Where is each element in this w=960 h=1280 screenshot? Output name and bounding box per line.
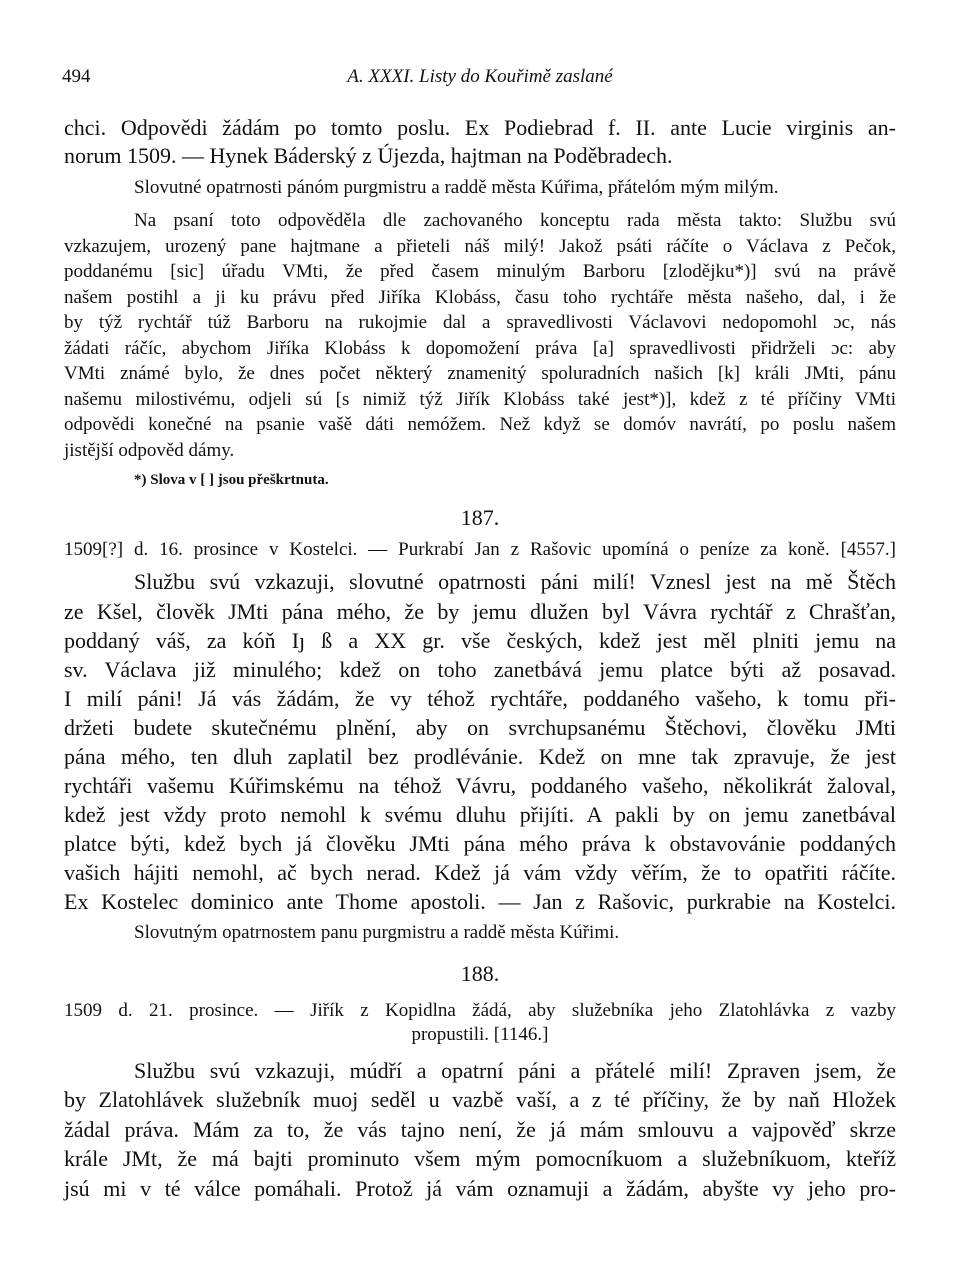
letter-number: 187. <box>460 505 500 530</box>
reply-line: vzkazujem, urozený pane hajtmane a přieteli náš milý! Jakož psáti ráčíte o Václava z Pečok, <box>64 236 896 257</box>
reply-line: jistější odpověd dámy. <box>64 440 235 461</box>
letter-body-line: by Zlatohlávek služebník muoj seděl u vazbě vaší, a z té příčiny, že by naň Hložek <box>64 1087 896 1112</box>
letter-body-line: Službu svú vzkazuji, múdří a opatrní páni a přátelé milí! Zpraven jsem, že <box>134 1058 896 1083</box>
letter-regest: 1509 d. 21. prosince. — Jiřík z Kopidlna žádá, aby služebníka jeho Zlatohlávka z vazby <box>64 1000 896 1021</box>
letter-body-line: rychtáři vašemu Kúřimskému na téhož Vávru, poddaného vašeho, několikrát žaloval, <box>64 773 896 798</box>
letter-regest: 1509[?] d. 16. prosince v Kostelci. — Purkrabí Jan z Rašovic upomíná o peníze za koně. [4557.] <box>64 539 896 560</box>
running-title: A. XXXI. Listy do Kouřimě zaslané <box>347 66 613 87</box>
reply-line: žádati ráčíc, abychom Jiříka Klobáss k dopomožení práva [a] spravedlivosti přidrželi ɔc: aby <box>64 338 896 359</box>
letter-body-line: platce býti, kdež bych já člověku JMti pána mého práva k obstavovánie poddaných <box>64 831 896 856</box>
letter-body-line: držeti budete skutečnému plnění, aby on svrchupsanému Štěchovi, člověku JMti <box>64 715 896 740</box>
prev-letter-address: Slovutné opatrnosti pánóm purgmistru a raddě města Kúřima, přátelóm mým milým. <box>134 177 779 198</box>
letter-body-line: vašich hájiti nemohl, ač bych nerad. Kdež já vám vždy věřím, že to opatřiti ráčíte. <box>64 860 896 885</box>
footnote: *) Slova v [ ] jsou přeškrtnuta. <box>134 472 329 488</box>
letter-body-line: I milí páni! Já vás žádám, že vy téhož rychtáře, poddaného vašeho, k tomu při- <box>64 686 896 711</box>
reply-line: by týž rychtář túž Barboru na rukojmie dal a spravedlivosti Václavovi nedopomohl ɔc, nás <box>64 312 896 333</box>
letter-body-line: Ex Kostelec dominico ante Thome apostoli. — Jan z Rašovic, purkrabie na Kostelci. <box>64 889 896 914</box>
letter-body-line: jsú mi v té válce pomáhali. Protož já vám oznamuji a žádám, abyšte vy jeho pro- <box>64 1176 896 1201</box>
page-number: 494 <box>62 66 91 87</box>
letter-body-line: ze Kšel, člověk JMti pána mého, že by jemu dlužen byl Vávra rychtář z Chrašťan, <box>64 599 896 624</box>
reply-line: našemu milostivému, odjeli sú [s nimiž týž Jiřík Klobáss také jest*)], kdež z té příčiny VMti <box>64 389 896 410</box>
reply-line: VMti známé bylo, že dnes počet některý znamenitý spoluradních našich [k] králi JMti, pánu <box>64 363 896 384</box>
letter-body-line: žádal práva. Mám za to, že vás tajno není, že já mám smlouvu a vajpověď skrze <box>64 1117 896 1142</box>
reply-line: našem postihl a ji ku právu před Jiříka Klobáss, času toho rychtáře města našeho, dal, i že <box>64 287 896 308</box>
letter-body-line: Službu svú vzkazuji, slovutné opatrnosti páni milí! Vznesl jest na mě Štěch <box>134 569 896 594</box>
letter-body-line: krále JMt, že má bajti prominuto všem mým pomocníkuom a služebníkuom, kteříž <box>64 1146 896 1171</box>
letter-address: Slovutným opatrnostem panu purgmistru a raddě města Kúřimi. <box>134 922 620 943</box>
prev-letter-line: norum 1509. — Hynek Báderský z Újezda, hajtman na Poděbradech. <box>64 143 673 168</box>
letter-number: 188. <box>460 961 500 986</box>
reply-line: odpovědi konečné na psanie vašě dáti nemóžem. Než když se domóv navrátí, po poslu našem <box>64 414 896 435</box>
letter-body-line: poddaný váš, za kóň Iȷ ß a XX gr. vše českých, kdež jest měl plniti jemu na <box>64 628 896 653</box>
reply-line: poddanému [sic] úřadu VMti, že před časem minulým Barboru [zlodějku*)] svú na právě <box>64 261 896 282</box>
letter-body-line: sv. Václava již minulého; kdež on toho zanetbává jemu platce býti až posavad. <box>64 657 896 682</box>
letter-body-line: pána mého, ten dluh zaplatil bez prodlévánie. Kdež on mne tak zpravuje, že jest <box>64 744 896 769</box>
letter-body-line: kdež jest vždy proto nemohl k svému dluhu přijíti. A pakli by on jemu zanetbával <box>64 802 896 827</box>
letter-regest: propustili. [1146.] <box>411 1024 549 1045</box>
prev-letter-line: chci. Odpovědi žádám po tomto poslu. Ex Podiebrad f. II. ante Lucie virginis an- <box>64 115 896 140</box>
reply-line: Na psaní toto odpověděla dle zachovaného konceptu rada města takto: Službu svú <box>134 210 896 231</box>
